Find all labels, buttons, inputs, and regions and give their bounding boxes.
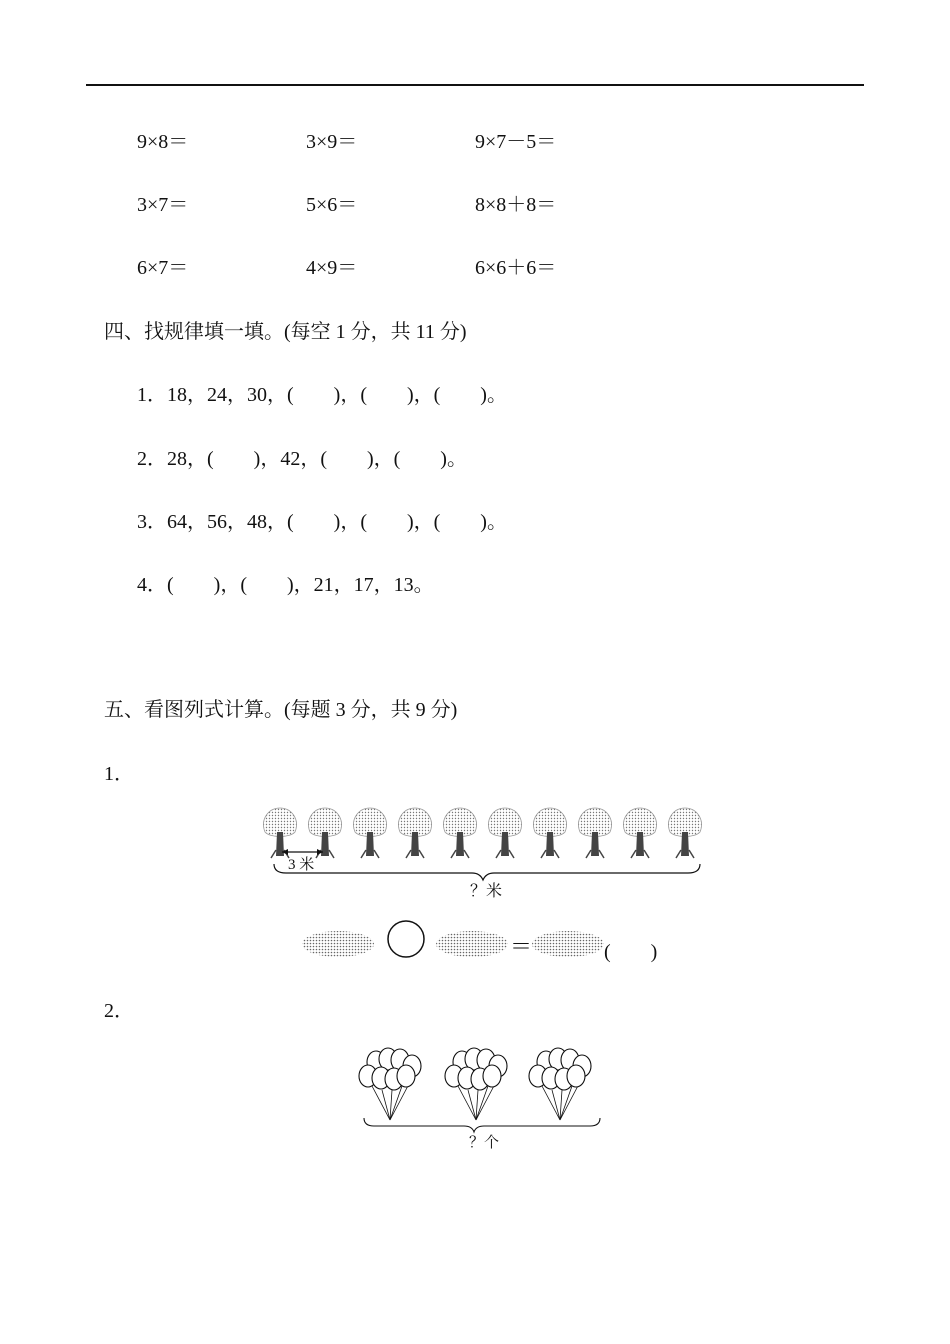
problem-number: 1． [104, 763, 134, 785]
tree-icon [398, 808, 431, 858]
sequence-question: 1．18，24，30，( )，( )，( )。 [137, 384, 507, 406]
section-heading-4: 四、找规律填一填。(每空 1 分，共 11 分) [104, 321, 467, 343]
equation: 8×8＋8＝ [475, 194, 557, 216]
tree-icon [578, 808, 611, 858]
equation: 5×6＝ [306, 194, 358, 216]
total-label: ？米 [470, 883, 503, 900]
equals-sign: ＝ [510, 934, 533, 959]
sequence-question: 3．64，56，48，( )，( )，( )。 [137, 511, 507, 533]
problem-number: 2． [104, 1000, 134, 1022]
tree-icon [443, 808, 476, 858]
tree-icon [533, 808, 566, 858]
equation-template [300, 918, 680, 966]
blank-oval [302, 931, 374, 957]
equation: 9×8＝ [137, 131, 189, 153]
balloon-bunch-icon [359, 1048, 421, 1120]
balloon-bunch-icon [529, 1048, 591, 1120]
brace [364, 1118, 600, 1132]
brace [274, 864, 700, 880]
equation: 4×9＝ [306, 257, 358, 279]
balloon-bunch-icon [445, 1048, 507, 1120]
tree-icon [263, 808, 296, 858]
equation: 6×6＋6＝ [475, 257, 557, 279]
tree-icon [353, 808, 386, 858]
balloon-figure [352, 1042, 612, 1154]
blank-oval [532, 931, 604, 957]
blank-oval [436, 931, 508, 957]
tree-row-figure [258, 800, 708, 900]
top-rule [86, 84, 864, 86]
section-heading-5: 五、看图列式计算。(每题 3 分，共 9 分) [104, 699, 458, 721]
total-label: ？个 [469, 1135, 500, 1151]
equation: 3×9＝ [306, 131, 358, 153]
distance-label: 3 米 [288, 857, 315, 873]
equation: 6×7＝ [137, 257, 189, 279]
sequence-question: 2．28，( )，42，( )，( )。 [137, 448, 467, 470]
tree-icon [308, 808, 341, 858]
equation: 9×7－5＝ [475, 131, 557, 153]
equation: 3×7＝ [137, 194, 189, 216]
sequence-question: 4．( )，( )，21，17，13。 [137, 574, 434, 596]
answer-blank: ( ) [604, 941, 658, 963]
operator-circle [388, 921, 424, 957]
tree-icon [668, 808, 701, 858]
tree-icon [623, 808, 656, 858]
tree-icon [488, 808, 521, 858]
